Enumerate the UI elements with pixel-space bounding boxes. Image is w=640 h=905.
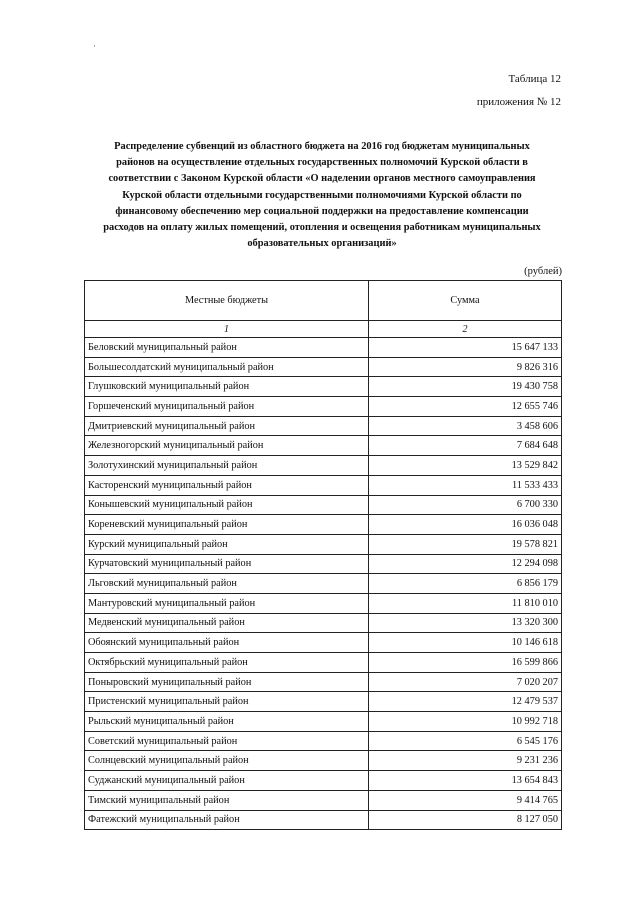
- table-number-label: Таблица 12: [508, 73, 561, 85]
- sum-cell: 9 826 316: [369, 357, 562, 377]
- title-line: соответствии с Законом Курской области «О наделении органов местного самоуправления: [108, 173, 536, 185]
- sum-cell: 13 320 300: [369, 613, 562, 633]
- table-row: [85, 771, 562, 791]
- appendix-label: приложения № 12: [476, 96, 561, 108]
- table-row: [85, 633, 562, 653]
- district-name-cell: Конышевский муниципальный район: [85, 495, 369, 515]
- district-name-cell: Фатежский муниципальный район: [85, 810, 369, 830]
- district-name-cell: Поныровский муниципальный район: [85, 672, 369, 692]
- table-row: [85, 731, 562, 751]
- table-row: [85, 672, 562, 692]
- column-header-sum: Сумма: [369, 281, 562, 321]
- district-name-cell: Октябрьский муниципальный район: [85, 653, 369, 673]
- table-row: [85, 377, 562, 397]
- district-name-cell: Медвенский муниципальный район: [85, 613, 369, 633]
- table-row: [85, 397, 562, 417]
- sum-cell: 10 992 718: [369, 712, 562, 732]
- district-name-cell: Солнцевский муниципальный район: [85, 751, 369, 771]
- district-name-cell: Советский муниципальный район: [85, 731, 369, 751]
- table-row: [85, 593, 562, 613]
- sum-cell: 3 458 606: [369, 416, 562, 436]
- sum-cell: 13 654 843: [369, 771, 562, 791]
- district-name-cell: Льговский муниципальный район: [85, 574, 369, 594]
- sum-cell: 6 856 179: [369, 574, 562, 594]
- budget-table: [84, 280, 562, 830]
- title-line: районов на осуществление отдельных государственных полномочий Курской области в: [116, 157, 528, 169]
- sum-cell: 19 578 821: [369, 534, 562, 554]
- table-row: [85, 534, 562, 554]
- sum-cell: 12 655 746: [369, 397, 562, 417]
- district-name-cell: Суджанский муниципальный район: [85, 771, 369, 791]
- sum-cell: 6 700 330: [369, 495, 562, 515]
- sum-cell: 15 647 133: [369, 338, 562, 358]
- district-name-cell: Кореневский муниципальный район: [85, 515, 369, 535]
- sum-cell: 7 684 648: [369, 436, 562, 456]
- table-row: [85, 574, 562, 594]
- district-name-cell: Обоянский муниципальный район: [85, 633, 369, 653]
- table-row: [85, 416, 562, 436]
- stray-mark: ·: [93, 41, 96, 51]
- table-row: [85, 653, 562, 673]
- district-name-cell: Глушковский муниципальный район: [85, 377, 369, 397]
- table-row: [85, 475, 562, 495]
- title-line: финансовому обеспечению мер социальной поддержки на предоставление компенсации: [115, 205, 529, 217]
- sum-cell: 13 529 842: [369, 456, 562, 476]
- district-name-cell: Золотухинский муниципальный район: [85, 456, 369, 476]
- column-number-1: 1: [85, 321, 369, 338]
- table-row: [85, 357, 562, 377]
- sum-cell: 11 533 433: [369, 475, 562, 495]
- sum-cell: 6 545 176: [369, 731, 562, 751]
- district-name-cell: Касторенский муниципальный район: [85, 475, 369, 495]
- sum-cell: 16 036 048: [369, 515, 562, 535]
- column-header-local-budgets: Местные бюджеты: [85, 281, 369, 321]
- district-name-cell: Железногорский муниципальный район: [85, 436, 369, 456]
- title-line: образовательных организаций»: [247, 238, 397, 250]
- district-name-cell: Беловский муниципальный район: [85, 338, 369, 358]
- table-row: [85, 338, 562, 358]
- sum-cell: 10 146 618: [369, 633, 562, 653]
- district-name-cell: Курчатовский муниципальный район: [85, 554, 369, 574]
- district-name-cell: Пристенский муниципальный район: [85, 692, 369, 712]
- table-row: [85, 692, 562, 712]
- sum-cell: 12 479 537: [369, 692, 562, 712]
- table-row: [85, 810, 562, 830]
- sum-cell: 9 414 765: [369, 790, 562, 810]
- sum-cell: 16 599 866: [369, 653, 562, 673]
- district-name-cell: Рыльский муниципальный район: [85, 712, 369, 732]
- district-name-cell: Горшеченский муниципальный район: [85, 397, 369, 417]
- district-name-cell: Дмитриевский муниципальный район: [85, 416, 369, 436]
- sum-cell: 11 810 010: [369, 593, 562, 613]
- table-row: [85, 554, 562, 574]
- title-line: Распределение субвенций из областного бюджета на 2016 год бюджетам муниципальных: [114, 141, 530, 152]
- table-row: [85, 495, 562, 515]
- table-header-row: [85, 281, 562, 321]
- district-name-cell: Мантуровский муниципальный район: [85, 593, 369, 613]
- district-name-cell: Тимский муниципальный район: [85, 790, 369, 810]
- sum-cell: 12 294 098: [369, 554, 562, 574]
- table-row: [85, 790, 562, 810]
- document-title: [84, 139, 560, 252]
- table-row: [85, 613, 562, 633]
- sum-cell: 7 020 207: [369, 672, 562, 692]
- table-row: [85, 712, 562, 732]
- table-row: [85, 515, 562, 535]
- table-row: [85, 436, 562, 456]
- sum-cell: 19 430 758: [369, 377, 562, 397]
- title-line: Курской области отдельными государственными полномочиями Курской области по: [122, 189, 522, 201]
- table-row: [85, 456, 562, 476]
- sum-cell: 9 231 236: [369, 751, 562, 771]
- column-number-row: [85, 321, 562, 338]
- table-row: [85, 751, 562, 771]
- title-line: расходов на оплату жилых помещений, отопления и освещения работникам муниципальных: [103, 222, 541, 234]
- column-number-2: 2: [369, 321, 562, 338]
- units-label: (рублей): [524, 266, 562, 277]
- district-name-cell: Курский муниципальный район: [85, 534, 369, 554]
- district-name-cell: Большесолдатский муниципальный район: [85, 357, 369, 377]
- sum-cell: 8 127 050: [369, 810, 562, 830]
